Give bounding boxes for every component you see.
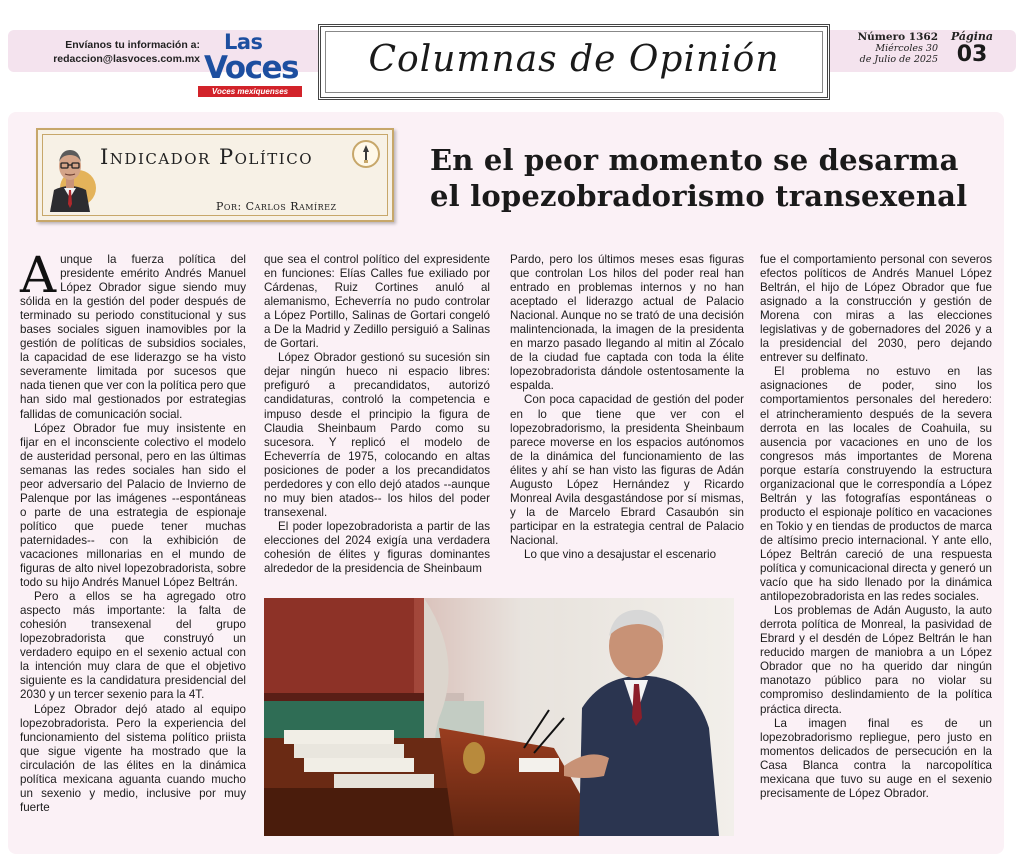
paragraph: Lo que vino a desajustar el escenario xyxy=(524,547,717,561)
issue-date: de Julio de 2025 xyxy=(859,54,938,65)
paragraph: La imagen final es de un lopezobradorismo repliegue, pero justo en momentos delicados de persecución en la Casa Blanca contra la narcopolítica mexicana que tuvo su auge en el sexenio precisamente de López Obrador. xyxy=(760,716,992,800)
newspaper-logo[interactable] xyxy=(196,30,304,96)
contact-info xyxy=(30,38,200,66)
page-label: Página xyxy=(950,30,994,43)
article-column-2 xyxy=(264,253,490,576)
paragraph: que sea el control político del expresidente en funciones: Elías Calles fue exiliado por Cárdenas, Ruiz Cortines anuló al alemanismo, Echeverría no pudo controlar a López Portillo, Salinas de Gortari congeló a De la Madrid y Zedillo persiguió a Salinas de Gortari. xyxy=(264,253,490,351)
contact-label: Envíanos tu información a: xyxy=(65,39,200,51)
drop-cap: A xyxy=(20,246,57,304)
issue-info xyxy=(854,32,938,65)
article-column-4 xyxy=(760,253,992,801)
page-header xyxy=(0,0,1024,108)
section-title-box xyxy=(318,24,830,100)
logo-voces-text: Voces xyxy=(204,50,298,86)
article-column-1 xyxy=(20,246,246,815)
columnist-avatar xyxy=(44,138,96,212)
paragraph: Los problemas de Adán Augusto, la auto derrota política de Monreal, la pasividad de Ebrard y el desdén de López Beltrán le han reducido margen de maniobra a un López Obrador que no ha querido dar ningún manotazo público para no violar su compromiso deslindamiento de la política práctica directa. xyxy=(760,604,992,716)
paragraph: Con poca capacidad de gestión del poder en lo que tiene que ver con el lopezobradorismo, la presidenta Sheinbaum parece moverse en los espacios autónomos de la dinámica del funcionamiento de las élites y ahí se han visto las figuras de Adán Augusto López Hernández y Ricardo Monreal Avila desgastándose por sí mismas, y la de Marcelo Ebrard Casaubón sin participar en la estrategia central de Palacio Nacional. xyxy=(510,393,744,547)
page-number: 03 xyxy=(956,42,988,67)
column-name: Indicador Político xyxy=(100,145,313,169)
section-title: Columnas de Opinión xyxy=(368,39,780,80)
paragraph: El problema no estuvo en las asignaciones de poder, sino los comportamientos personales del heredero: el atrincheramiento después de la severa derrota en las locales de Coahuila, su ausencia por vacaciones en uno de los congresos más importantes de Morena porque estaría construyendo la estructura organizacional que le correspondía a López Beltrán y las fotografías espontáneas o producto el espionaje político en vacaciones en Tokio y en tiendas de productos de marca de altísimo precio internacional. Y ante ello, López Beltrán careció de una respuesta política y comunicacional directa y generó un vacío que ha sido llenado por la dinámica antilopezobradorista en las redes sociales. xyxy=(760,365,992,604)
contact-email[interactable]: redaccion@lasvoces.com.mx xyxy=(53,53,200,65)
paragraph: fue el comportamiento personal con severos efectos políticos de Andrés Manuel López Beltrán, el hijo de López Obrador que fue asignado a la construcción y gestión de Morena con miras a las elecciones legislativas y de gobernadores del 2026 y a la presidencial del 2030, pero dejando entrever su delfinato. xyxy=(760,253,992,365)
issue-number: Número 1362 xyxy=(857,31,938,43)
fountain-pen-icon xyxy=(352,140,380,168)
article-headline: En el peor momento se desarma el lopezobradorismo transexenal xyxy=(430,143,968,213)
columnist-portrait-icon xyxy=(44,138,96,212)
paragraph: López Obrador fue muy insistente en fijar en el inconsciente colectivo el modelo de austeridad personal, pero en las últimas semanas las redes sociales han sido el peor adversario del Palacio de Invierno de Palenque por las imágenes --espontáneas o parte de una estrategia de espionaje político que puede tener muchas paternidades-- con la exhibición de vacaciones millonarias en el mundo de figuras de alto nivel lopezobradorista, sobre todo su hijo Andrés Manuel López Beltrán. xyxy=(20,421,246,590)
paragraph-text: unque la fuerza política del presidente emérito Andrés Manuel López Obrador sigue siendo muy sólida en la gestión del poder después de terminado su periodo constitucional y sus bases sociales siguen inamovibles por la gestión de políticas de subsidios sociales, la capacidad de ese liderazgo se ha visto severamente limitada por sucesos que nada tienen que ver con la política pero que han sido mal gestionados por estrategias fallidas de comunicación social. xyxy=(20,253,246,421)
podium-speaker-illustration xyxy=(264,598,734,836)
paragraph: Pardo, pero los últimos meses esas figuras que controlan Los hilos del poder real han entrado en problemas internos y no han aceptado el liderazgo actual de Palacio Nacional. Aunque no se trató de una decisión malintencionada, la imagen de la presidenta en marzo pasado llegando al mitin al Zócalo de la ciudad fue captada con toda la élite lopezobradorista dándole ostentosamente la espalda. xyxy=(510,253,744,393)
logo-las-text: Las xyxy=(224,30,263,54)
logo-tagline: Voces mexiquenses xyxy=(198,86,302,97)
byline: Por: Carlos Ramírez xyxy=(216,200,337,213)
issue-day: Miércoles 30 xyxy=(875,43,938,54)
paragraph: El poder lopezobradorista a partir de las elecciones del 2024 exigía una verdadera cohesión de élites y figuras dominantes alrededor de la presidencia de Sheinbaum xyxy=(264,519,490,576)
article-column-3 xyxy=(510,253,744,562)
paragraph xyxy=(20,246,246,422)
article-photo[interactable] xyxy=(264,598,734,836)
paragraph: Pero a ellos se ha agregado otro aspecto más importante: la falta de cohesión transexenal del grupo lopezobradorista que construyó un verdadero equipo en el sexenio actual con la intención muy clara de que el objetivo siguiente es la candidatura presidencial del 2030 y un tercer sexenio para la 4T. xyxy=(20,590,246,702)
paragraph: López Obrador dejó atado al equipo lopezobradorista. Pero la experiencia del funcionamiento del sistema político priista que sigue vigente ha mostrado que la circulación de las élites en la dinámica política mexicana aguanta cuando mucho un sexenio y medio, inclusive por muy fuerte xyxy=(20,702,246,814)
paragraph: López Obrador gestionó su sucesión sin dejar ningún hueco ni espacio libres: prefiguró a precandidatos, autorizó candidaturas, controló la competencia e impuso desde el principio la figura de Claudia Sheinbaum Pardo como su sucesora. Y replicó el modelo de Echeverría de 1975, colocando en altas posiciones de poder a los precandidatos perdedores y con ello dejó atados --aunque no muy bien atados-- los hilos del poder transexenal. xyxy=(264,351,490,519)
pen-glyph xyxy=(354,142,378,166)
